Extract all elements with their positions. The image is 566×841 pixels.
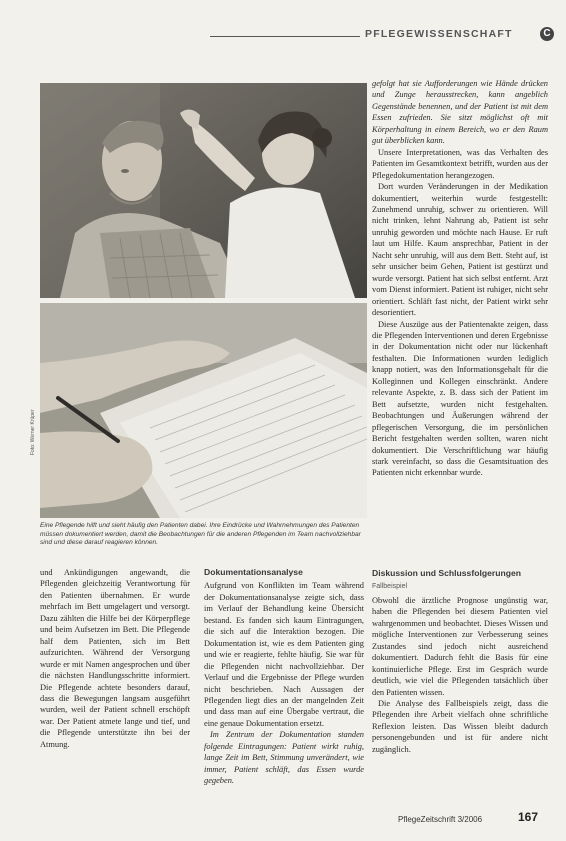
paragraph: Unsere Interpretationen, was das Verhalten des Patienten im Gesamtkontext betrifft, wurden aus der Pflegedokumentation herangezogen. [372,147,548,180]
paragraph: Dort wurden Veränderungen in der Medikation dokumentiert, weiterhin wurde festgestellt: Zunehmend unruhig, schwer zu orientieren. Will nicht trinken, lehnt Nahrung ab, Patient ist sehr unruhig geworden und möchte nach Hause. Er ruft laut um Hilfe. Kaum ansprechbar, Patient in der Nacht sehr unruhig, will aus dem Bett. Steht auf, ist sehr unsicher beim Gehen, Patient ist gestürzt und wurde versorgt. Patient hat sich selbst entfernt. Arzt vom Dienst informiert. Patient ist ruhiger, nicht sehr orientiert. Schläft fast nicht, der Patient wirkt sehr desorientiert. [372,182,548,318]
quote-paragraph: gefolgt hat sie Aufforderungen wie Hände drücken und Zunge herausstrecken, kann angeblich Gegenstände benennen, und der Patient ist mit dem Essen zufrieden. Sie sitzt möglichst oft mit Körperhaltung in einem Bereich, wo er den Raum gut überblicken kann. [372,79,548,146]
section-heading: Dokumentationsanalyse [204,567,303,577]
journal-footer: PflegeZeitschrift 3/2006 [398,815,483,824]
photo-nurse-patient [40,83,367,298]
column-middle [204,567,364,787]
header-rule [210,36,360,37]
paragraph: Die Analyse des Fallbeispiels zeigt, dass die Pflegenden ihre Arbeit vielfach ohne schriftliche Reflexion leisten. Das Wissen bleibt dadurch personengebunden und ist für andere nicht zugänglich. [372,698,548,754]
paragraph: Aufgrund von Konflikten im Team während der Dokumentationsanalyse zeigte sich, dass im Verlauf der Behandlung keine Übersicht bestand. Es fanden sich kaum Eintragungen, die sich auf die Interaktion bezogen. Die Dokumentation ist, wie es dem Patienten ging und wie er reagierte, fehlte häufig. Sie war für die Pflegenden nicht nachvollziehbar. Der Verlauf und die Ergebnisse der Pflege wurden nicht beschrieben. Nach Aussagen der Pflegenden liegt dies an der mangelnden Zeit und dass man auf eine Übergabe vertraut, die eine genaue Dokumentation ersetzt. [204,581,364,728]
section-heading: Diskussion und Schlussfolgerungen [372,568,521,578]
photo-credit: Foto: Werner Krüper [30,409,36,455]
paragraph: Obwohl die ärztliche Prognose ungünstig war, haben die Pflegenden bei diesem Patienten viel wahrgenommen und beobachtet. Dieses Wissen und mögliche Interventionen zur Verbesserung seines Zustandes sind jedoch nicht ausreichend dokumentiert. Dadurch fehlt die Basis für eine kontinuierliche Pflege. Erst im Gespräch wurde deutlich, wie viel die Pflegenden tatsächlich über den Patienten wissen. [372,595,548,697]
photo-documentation-writing [40,303,367,518]
quote-paragraph: Im Zentrum der Dokumentation standen folgende Eintragungen: Patient wirkt ruhig, lange Zeit im Bett, Stimmung unverändert, wie immer, Patient schläft, das Essen wurde gegeben. [204,730,364,786]
column-left [40,567,190,750]
section-title: PFLEGEWISSENSCHAFT [365,28,513,40]
column-right-bottom [372,568,548,755]
photo-documentation-illustration [40,303,367,518]
photo-nurse-patient-illustration [40,83,367,298]
paragraph: und Ankündigungen angewandt, die Pflegenden gleichzeitig Verantwortung für den Patienten übernahmen. Er wurde mehrfach im Bett umgelagert und versorgt. Dazu zählten die Hilfe bei der Körperpflege und beim Aufsetzen im Bett. Die Pflegende half dem Patienten, sich im Bett aufzurichten. Während der Versorgung wurde er mit Namen angesprochen und über die nächsten Handlungsschritte informiert. Die Pflegende achtete besonders darauf, dass die Bewegungen langsam ausgeführt wurden, weil der Patient schnell erschöpft war. Der Patient atmete lange und tief, und die Pflegende unterstützte ihn bei der Atmung. [40,568,190,749]
page-number: 167 [518,810,539,824]
column-right-top [372,78,548,479]
section-logo-icon: C [540,27,554,41]
paragraph: Diese Auszüge aus der Patientenakte zeigen, dass die Pflegenden Interventionen und deren Ergebnisse in der Dokumentation nicht oder nur lückenhaft festhalten. Die Informationen wurden lediglich knapp notiert, was den Informationsgehalt für die Kolleginnen und Kollegen einschränkt. Andere relevante Aspekte, z. B. dass sich der Patient im Bett aufsetzte, wurden nicht festgehalten. Beobachtungen und Äußerungen während der pflegerischen Versorgung, die im persönlichen Bericht festgehalten werden sollten, waren nicht dokumentiert. Die Verschriftlichung war häufig stark vereinfacht, so dass die Gesamtsituation des Patienten nicht erkennbar wurde. [372,319,548,478]
photo-caption: Eine Pflegende hilft und sieht häufig den Patienten dabei. Ihre Eindrücke und Wahrnehmungen des Patienten müssen dokumentiert werden, damit die Beobachtungen für die anderen Pflegenden im Team nachvollziehbar sind und diese darauf reagieren können. [40,522,361,547]
subheading: Fallbeispiel [372,583,408,591]
